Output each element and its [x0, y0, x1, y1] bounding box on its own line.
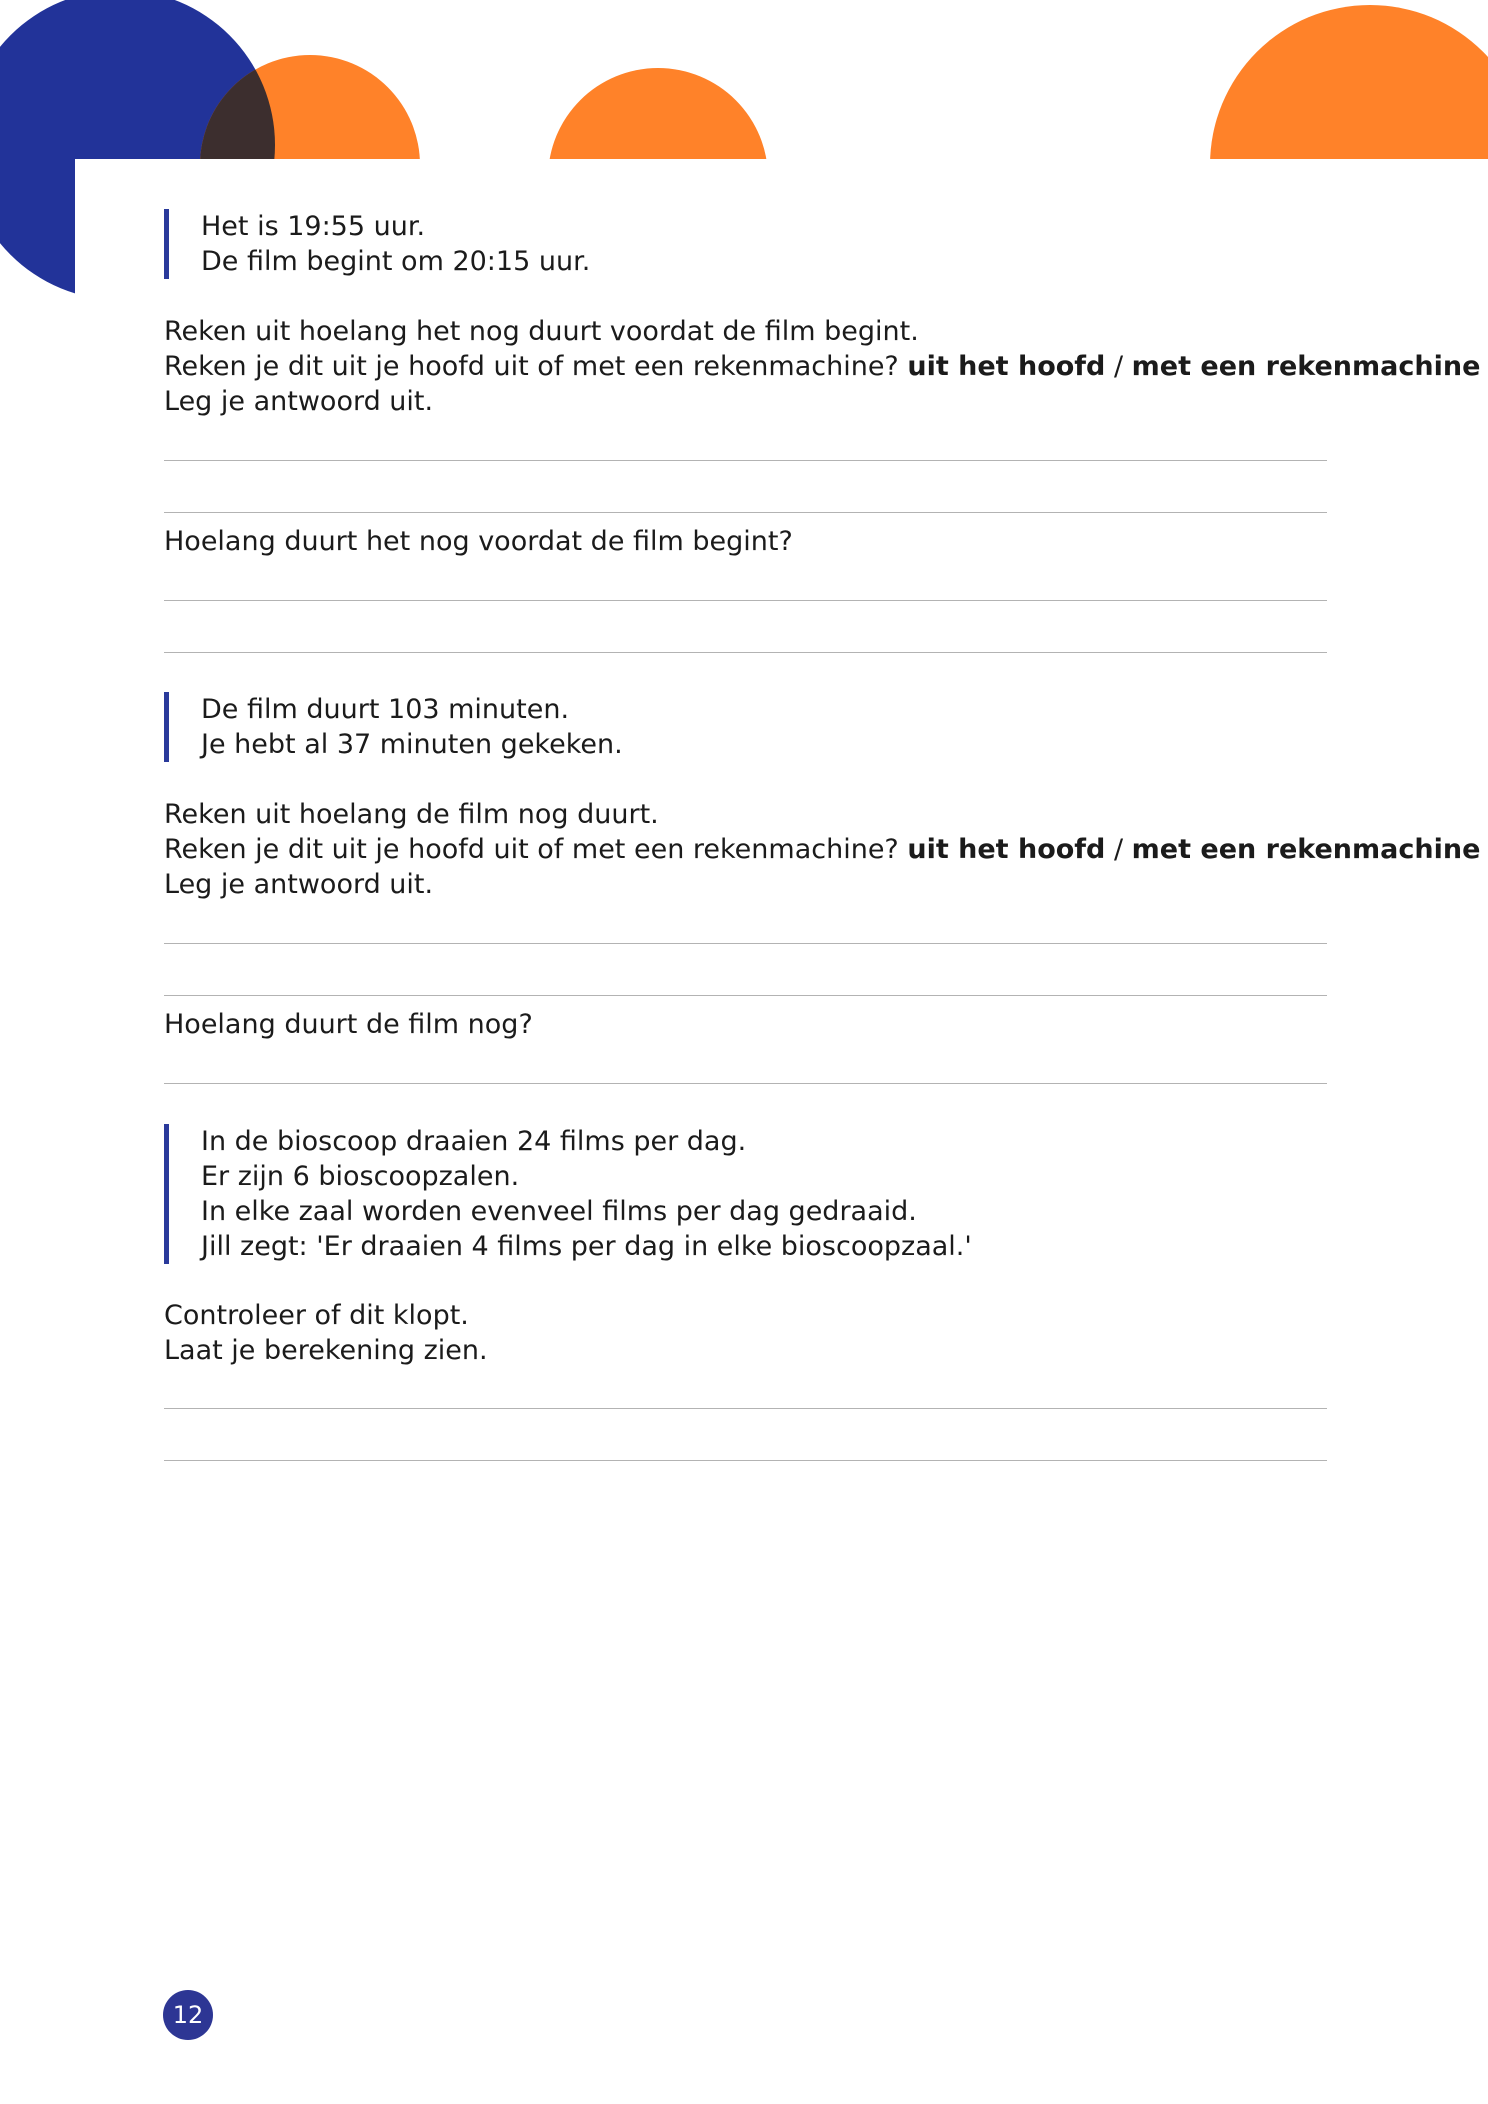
answer-line[interactable] — [164, 1083, 1327, 1084]
task1-question: Hoelang duurt het nog voordat de film begint? — [164, 526, 793, 557]
task3-instructions: Controleer of dit klopt. Laat je berekening zien. — [164, 1300, 488, 1366]
task3-given — [164, 1124, 972, 1264]
given-line: Jill zegt: 'Er draaien 4 films per dag in elke bioscoopzaal.' — [201, 1231, 972, 1262]
given-line: Het is 19:55 uur. — [201, 211, 426, 242]
given-line: De film duurt 103 minuten. — [201, 694, 570, 725]
given-line: In elke zaal worden evenveel films per dag gedraaid. — [201, 1196, 917, 1227]
task2-given — [164, 692, 623, 762]
option-head[interactable]: uit het hoofd — [907, 834, 1106, 865]
option-head[interactable]: uit het hoofd — [907, 351, 1106, 382]
answer-line[interactable] — [164, 652, 1327, 653]
task2-instructions: Reken uit hoelang de film nog duurt. Reken je dit uit je hoofd uit of met een rekenmachine? uit het hoofd / met een rekenmachine Leg je antwoord uit. — [164, 799, 1481, 900]
task1-instructions: Reken uit hoelang het nog duurt voordat de film begint. Reken je dit uit je hoofd uit of met een rekenmachine? uit het hoofd / met een rekenmachine Leg je antwoord uit. — [164, 316, 1481, 417]
answer-line[interactable] — [164, 460, 1327, 461]
option-calculator[interactable]: met een rekenmachine — [1131, 834, 1481, 865]
given-line: Je hebt al 37 minuten gekeken. — [201, 729, 623, 760]
given-line: In de bioscoop draaien 24 films per dag. — [201, 1126, 747, 1157]
answer-line[interactable] — [164, 1460, 1327, 1461]
given-line: De film begint om 20:15 uur. — [201, 246, 591, 277]
task1-given — [164, 209, 590, 279]
given-line: Er zijn 6 bioscoopzalen. — [201, 1161, 520, 1192]
answer-line[interactable] — [164, 995, 1327, 996]
task2-question: Hoelang duurt de film nog? — [164, 1009, 533, 1040]
answer-line[interactable] — [164, 600, 1327, 601]
option-calculator[interactable]: met een rekenmachine — [1131, 351, 1481, 382]
answer-line[interactable] — [164, 943, 1327, 944]
answer-line[interactable] — [164, 1408, 1327, 1409]
answer-line[interactable] — [164, 512, 1327, 513]
page-number-badge: 12 — [163, 1990, 213, 2040]
